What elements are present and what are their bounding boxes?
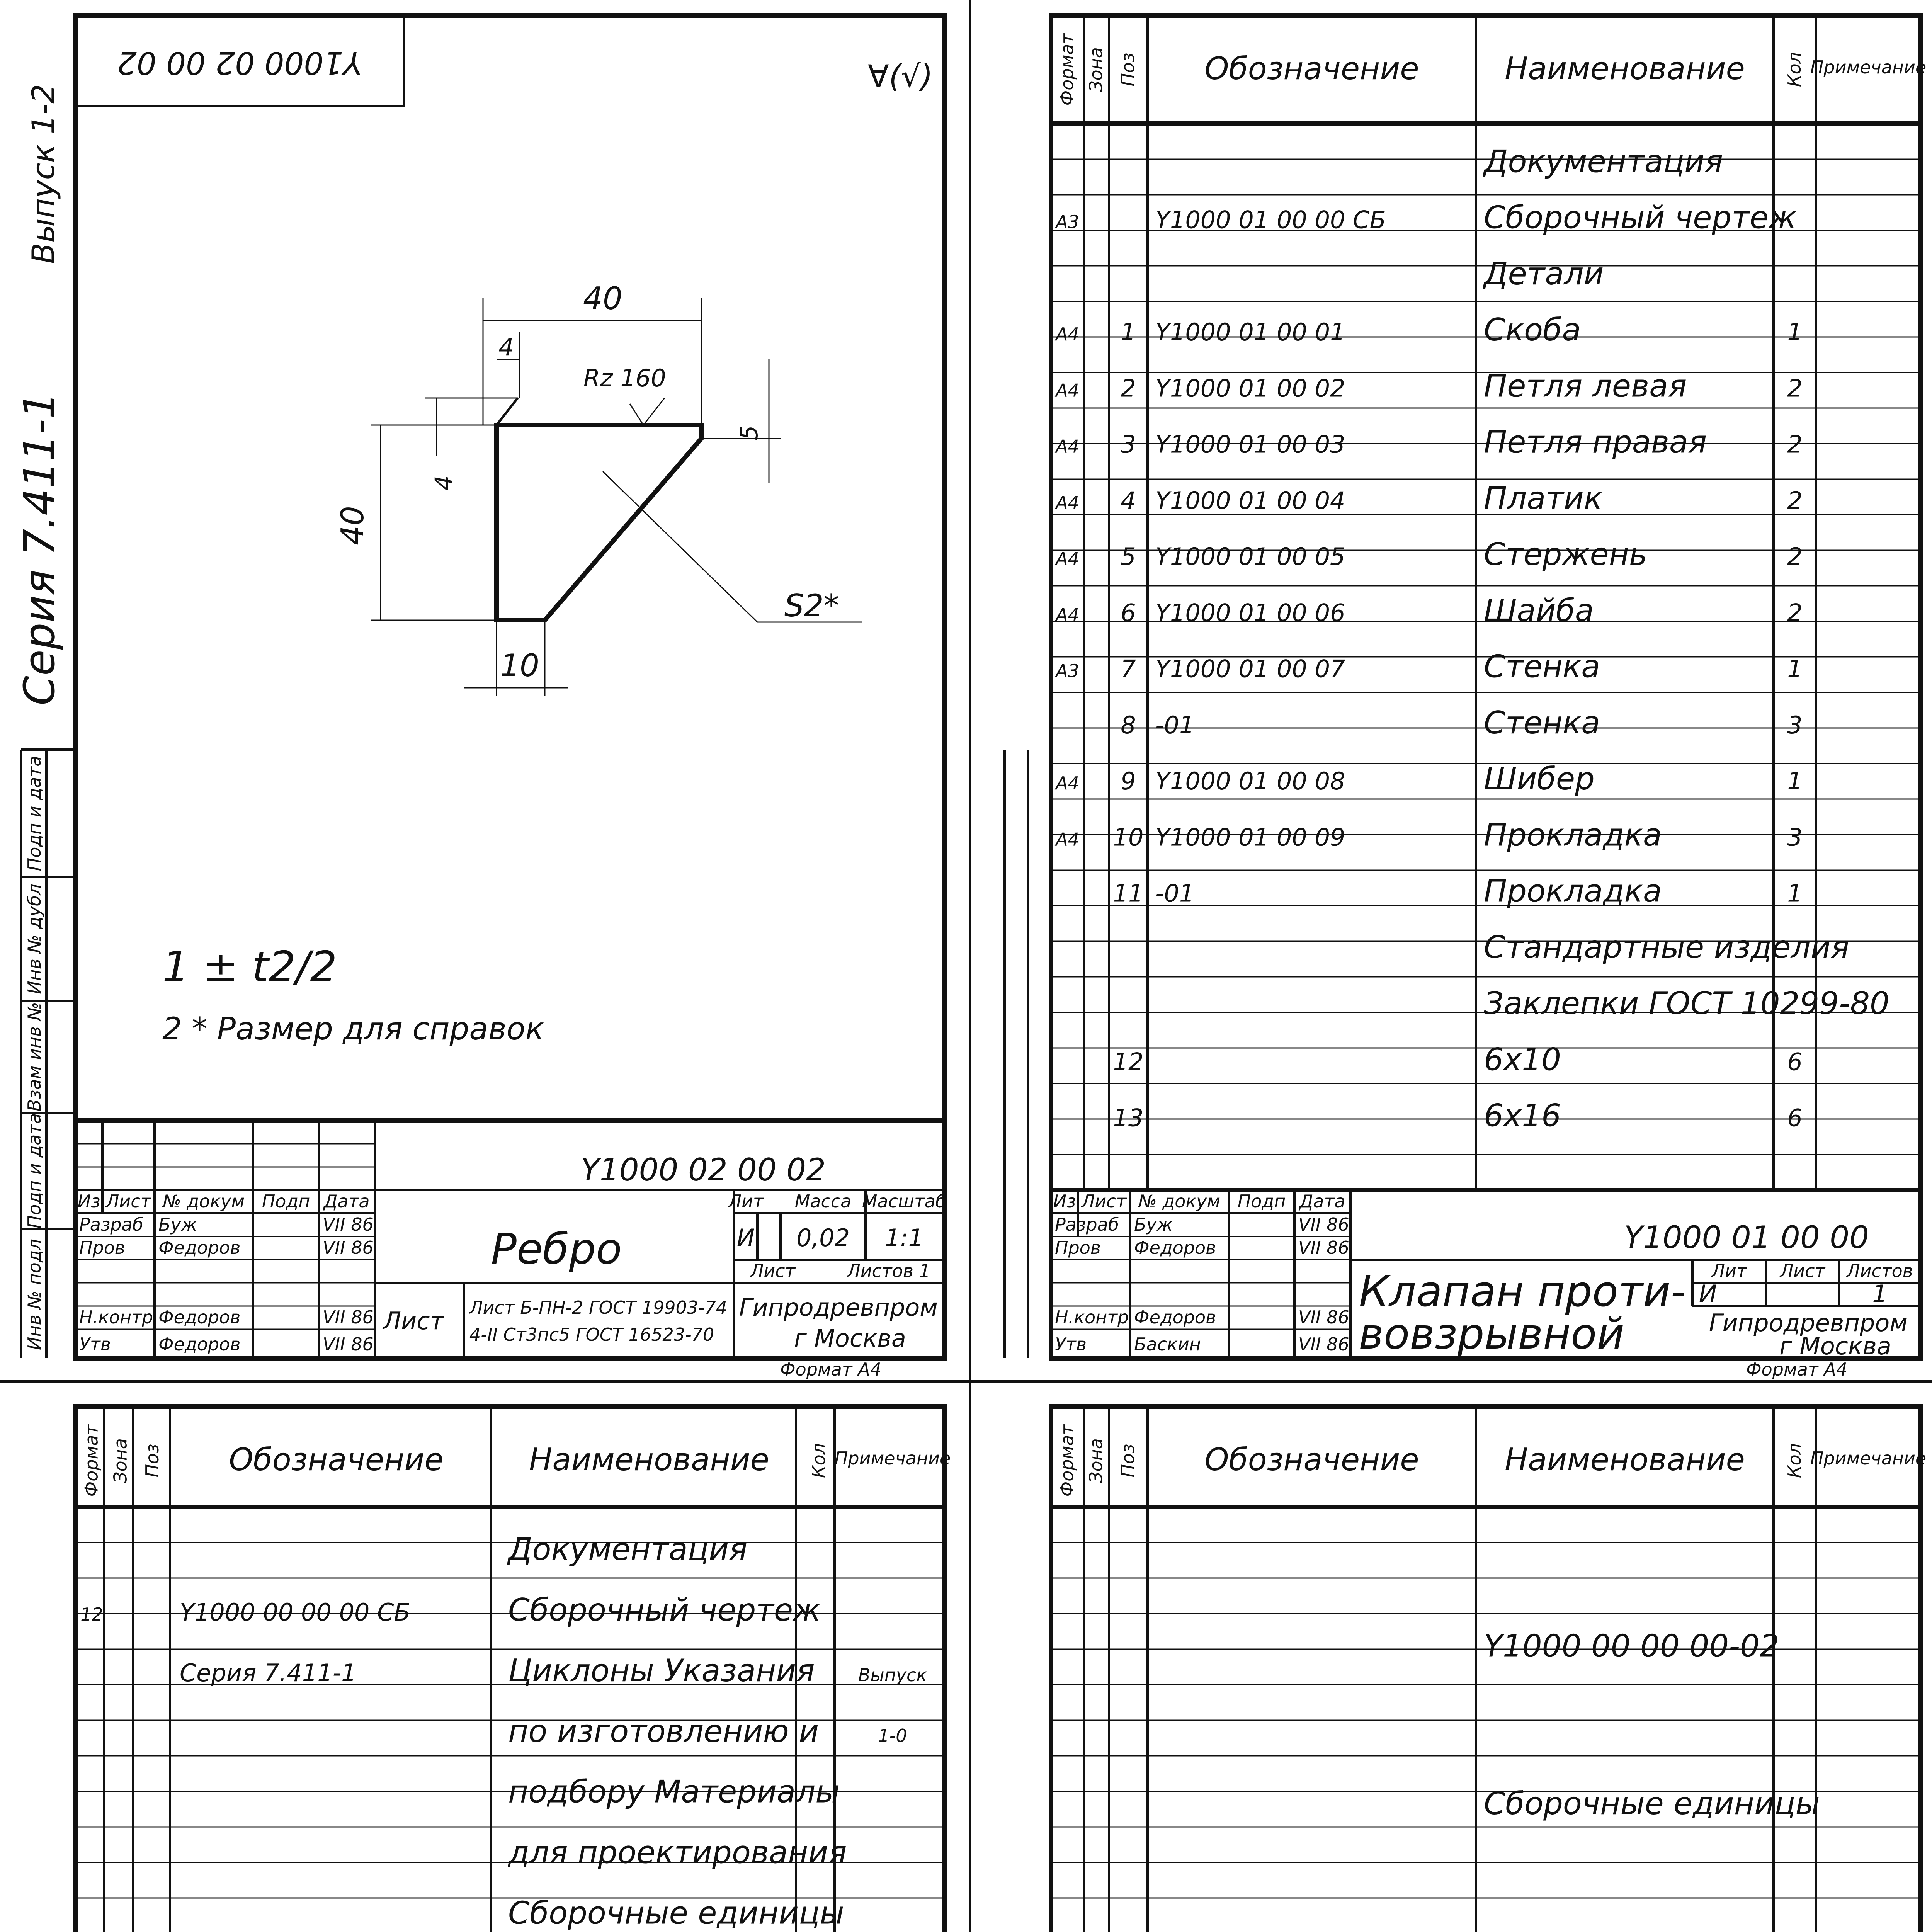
sheet1-lit: И — [736, 1224, 755, 1252]
margin-vzam-inv: Взам инв № — [24, 1002, 45, 1112]
sheet2-row-13-k: 1 — [1787, 879, 1803, 908]
sheet1-material-1: Лист Б-ПН-2 ГОСТ 19903-74 — [469, 1297, 728, 1318]
sheet2-row-9-o: Y1000 01 00 07 — [1155, 655, 1345, 683]
s1-r2-date: VII 86 — [323, 1237, 374, 1258]
margin-inv-dubl: Инв № дубл — [24, 884, 45, 994]
sheet4-header-2: Поз — [1117, 1444, 1138, 1478]
sheet2-row-9-f: А3 — [1056, 660, 1079, 682]
s2-r1-name: Буж — [1134, 1214, 1173, 1235]
sheet1-scale: 1:1 — [885, 1224, 923, 1252]
note-1: 1 ± t2/2 — [162, 942, 337, 992]
sheet3-spec-table — [75, 1424, 951, 1932]
dim-4-vert: 4 — [430, 475, 458, 491]
sheet2-stamp-title-1: Клапан проти- — [1359, 1267, 1686, 1316]
sheet2-row-13-p: 11 — [1113, 879, 1144, 908]
sheet4-header-3: Обозначение — [1204, 1442, 1419, 1478]
sheet2-spec-table — [1051, 33, 1926, 1155]
sheet1-material-list: Лист — [383, 1307, 444, 1335]
s1-r1-name: Буж — [158, 1214, 197, 1235]
sheet3-header-5: Кол — [808, 1443, 829, 1478]
sheet3-row-2-n: Циклоны Указания — [508, 1652, 815, 1689]
s1-r2-role: Пров — [79, 1237, 126, 1258]
sheet2-row-11-p: 9 — [1121, 767, 1136, 796]
sheet2-row-16-n: 6x10 — [1484, 1041, 1561, 1078]
sheet2-format: Формат А4 — [1746, 1359, 1847, 1380]
sheet1-sheet-header: Лист — [750, 1260, 796, 1281]
sheet2-row-5-p: 3 — [1121, 430, 1136, 459]
s2-r2-name: Федоров — [1134, 1237, 1216, 1258]
dim-10: 10 — [500, 648, 539, 684]
s2-r1-date: VII 86 — [1298, 1214, 1349, 1235]
sheet2-row-10-o: -01 — [1155, 711, 1195, 739]
sheet3-row-0-n: Документация — [508, 1531, 748, 1567]
sheet2-row-6-o: Y1000 01 00 04 — [1155, 486, 1345, 515]
sheet2-row-6-p: 4 — [1121, 486, 1136, 515]
s1-h-podp: Подп — [262, 1191, 310, 1212]
s2-r3-date: VII 86 — [1298, 1307, 1349, 1328]
sheet2-row-8-p: 6 — [1121, 599, 1136, 627]
sheet2-row-5-o: Y1000 01 00 03 — [1155, 430, 1345, 459]
dim-40-left: 40 — [335, 506, 371, 545]
sheet2-row-5-n: Петля правая — [1484, 424, 1707, 460]
sheet2-row-11-k: 1 — [1787, 767, 1803, 796]
sheet2-org: Гипродревпром — [1709, 1309, 1908, 1337]
sheet2-row-9-p: 7 — [1121, 655, 1136, 683]
margin-podp-data-2: Подп и дата — [24, 755, 45, 871]
sheet2-row-1-f: А3 — [1056, 211, 1079, 233]
sheet3-row-1-f: 12 — [80, 1604, 103, 1625]
sheet2-row-11-f: А4 — [1056, 773, 1079, 794]
sheet2-row-15-n: Заклепки ГОСТ 10299-80 — [1484, 985, 1889, 1022]
dim-40-top: 40 — [583, 281, 622, 316]
sheet2-lit: И — [1699, 1280, 1717, 1308]
sheet2-row-8-o: Y1000 01 00 06 — [1155, 599, 1345, 627]
sheet2-row-4-o: Y1000 01 00 02 — [1155, 374, 1345, 403]
sheet4-header-5: Кол — [1784, 1443, 1805, 1478]
sheet3-row-1-n: Сборочный чертеж — [508, 1592, 821, 1628]
sheet2-header-1: Зона — [1085, 47, 1107, 92]
s1-r4-date: VII 86 — [323, 1334, 374, 1355]
s1-r3-role: Н.контр — [79, 1307, 153, 1328]
s1-r4-name: Федоров — [158, 1334, 241, 1355]
sheet1-mass-header: Масса — [794, 1191, 852, 1212]
sheet3-row-6-n: Сборочные единицы — [508, 1895, 844, 1931]
sheet2-row-7-o: Y1000 01 00 05 — [1155, 543, 1345, 571]
sheet2-row-3-f: А4 — [1056, 324, 1079, 345]
s1-r2-name: Федоров — [158, 1237, 241, 1258]
s2-r1-role: Разраб — [1055, 1214, 1119, 1235]
sheet2-row-12-n: Прокладка — [1484, 817, 1662, 853]
s2-r4-date: VII 86 — [1298, 1334, 1349, 1355]
s2-r2-date: VII 86 — [1298, 1237, 1349, 1258]
sheet2-row-16-k: 6 — [1787, 1048, 1803, 1076]
sheet3-header-0: Формат — [81, 1424, 102, 1497]
s2-r2-role: Пров — [1055, 1237, 1101, 1258]
sheet4-header-6: Примечание — [1810, 1448, 1927, 1469]
sheet2-row-12-k: 3 — [1787, 823, 1803, 852]
sheet2-row-4-p: 2 — [1121, 374, 1136, 403]
sheet2-row-10-k: 3 — [1787, 711, 1803, 739]
sheet2-row-12-p: 10 — [1113, 823, 1144, 852]
sheet2-header-6: Примечание — [1810, 57, 1927, 78]
sheet1-stamp-code: Y1000 02 00 02 — [580, 1152, 826, 1188]
sheet2-header-4: Наименование — [1505, 51, 1745, 87]
series-label: Серия 7.411-1 — [15, 392, 64, 706]
issue-label: Выпуск 1-2 — [26, 83, 61, 264]
sheet3-row-2-pr: Выпуск — [858, 1664, 927, 1685]
sheet2-row-11-o: Y1000 01 00 08 — [1155, 767, 1345, 796]
sheet2-row-5-f: А4 — [1056, 436, 1079, 457]
sheet3-row-3-pr: 1-0 — [878, 1725, 907, 1746]
sheet2-row-1-n: Сборочный чертеж — [1484, 199, 1797, 236]
sheet2-row-12-o: Y1000 01 00 09 — [1155, 823, 1345, 852]
sheet2-row-8-f: А4 — [1056, 604, 1079, 626]
dim-rz: Rz 160 — [583, 364, 666, 392]
s2-r3-role: Н.контр — [1055, 1307, 1129, 1328]
sheet3-row-5-n: для проектирования — [508, 1834, 847, 1871]
sheet2-lit-header: Лит — [1711, 1260, 1747, 1281]
sheet4-frame — [1005, 1406, 1920, 1932]
sheet2-row-7-f: А4 — [1056, 548, 1079, 570]
sheet1-mass: 0,02 — [796, 1224, 850, 1252]
s1-h-doc: № докум — [162, 1191, 245, 1212]
sheet3-header-2: Поз — [142, 1444, 163, 1478]
sheet2-row-16-p: 12 — [1113, 1048, 1144, 1076]
sheet2-row-7-n: Стержень — [1484, 536, 1648, 573]
s2-h-date: Дата — [1299, 1191, 1345, 1212]
s1-h-date: Дата — [323, 1191, 370, 1212]
sheet1-city: г Москва — [794, 1324, 906, 1352]
s2-h-doc: № докум — [1138, 1191, 1221, 1212]
sheet2-sheet-header: Лист — [1780, 1260, 1825, 1281]
sheet2-row-17-k: 6 — [1787, 1104, 1803, 1132]
s1-r3-name: Федоров — [158, 1307, 241, 1328]
sheet2-row-4-f: А4 — [1056, 380, 1079, 401]
sheet2-row-8-n: Шайба — [1484, 592, 1594, 629]
part-chamfer — [497, 398, 518, 425]
sheet2-row-17-p: 13 — [1113, 1104, 1144, 1132]
sheet2-row-11-n: Шибер — [1484, 761, 1595, 797]
s2-h-iz: Из — [1053, 1191, 1076, 1212]
sheet2-row-3-n: Скоба — [1484, 312, 1581, 348]
sheet2-row-0-n: Документация — [1484, 143, 1723, 180]
sheet2-row-14-n: Стандартные изделия — [1484, 929, 1849, 965]
s2-r4-role: Утв — [1055, 1334, 1087, 1355]
sheet2-row-9-k: 1 — [1787, 655, 1803, 683]
sheet3-row-3-n: по изготовлению и — [508, 1713, 819, 1749]
sheet1-scale-header: Масштаб — [862, 1191, 947, 1212]
sheet3-header-4: Наименование — [529, 1442, 769, 1478]
sheet4-header-1: Зона — [1085, 1438, 1107, 1483]
sheet1-stamp-title: Ребро — [491, 1224, 622, 1274]
sheet4-header-4: Наименование — [1505, 1442, 1745, 1478]
sheet1-lit-header: Лит — [728, 1191, 764, 1212]
sheet2-row-7-k: 2 — [1787, 543, 1803, 571]
s1-r4-role: Утв — [79, 1334, 111, 1355]
sheet2-row-12-f: А4 — [1056, 829, 1079, 850]
sheet2-header-2: Поз — [1117, 53, 1138, 87]
s2-r3-name: Федоров — [1134, 1307, 1216, 1328]
sheet2-row-5-k: 2 — [1787, 430, 1803, 459]
sheet2-stamp-code: Y1000 01 00 00 — [1624, 1219, 1869, 1255]
s2-r4-name: Баскин — [1134, 1334, 1201, 1355]
sheet3-row-2-o: Серия 7.411-1 — [180, 1658, 357, 1687]
sheet1-format: Формат А4 — [780, 1359, 881, 1380]
sheet2-header-0: Формат — [1056, 33, 1078, 106]
sheet1-org: Гипродревпром — [739, 1293, 938, 1321]
part-outline — [497, 425, 701, 620]
margin-inv-podl: Инв № подл — [24, 1238, 45, 1350]
sheet2-row-10-p: 8 — [1121, 711, 1136, 739]
sheet2-sheets-header: Листов — [1847, 1260, 1913, 1281]
sheet2-row-6-f: А4 — [1056, 492, 1079, 513]
sheet2-row-1-o: Y1000 01 00 00 СБ — [1155, 206, 1386, 234]
sheet2-row-7-p: 5 — [1121, 543, 1136, 571]
sheet2-row-2-n: Детали — [1484, 255, 1604, 292]
sheet3-row-4-n: подбору Материалы — [508, 1774, 840, 1810]
sheet2-row-3-k: 1 — [1787, 318, 1803, 347]
sheet2-row-3-p: 1 — [1121, 318, 1136, 347]
margin-podp-data: Подп и дата — [24, 1113, 45, 1229]
sheet1-material-2: 4-II Ст3пс5 ГОСТ 16523-70 — [469, 1324, 714, 1345]
s1-r1-date: VII 86 — [323, 1214, 374, 1235]
sheet2-row-6-n: Платик — [1484, 480, 1603, 516]
sheet1-top-code: Y1000 02 00 02 — [117, 45, 362, 81]
sheet2-header-5: Кол — [1784, 52, 1805, 87]
sheet2-row-13-n: Прокладка — [1484, 873, 1662, 909]
s1-h-iz: Из — [77, 1191, 100, 1212]
note-2: 2 * Размер для справок — [162, 1011, 544, 1047]
sheet4-row-1-n: Сборочные единицы — [1484, 1785, 1820, 1821]
sheet3-header-3: Обозначение — [229, 1442, 444, 1478]
sheet3-header-6: Примечание — [834, 1448, 951, 1469]
sheet1-sheets-header: Листов 1 — [847, 1260, 930, 1281]
sheet2-row-17-n: 6x16 — [1484, 1097, 1561, 1134]
sheet2-city: г Москва — [1779, 1332, 1891, 1360]
sheet2-sheets: 1 — [1872, 1280, 1888, 1308]
sheet2-row-3-o: Y1000 01 00 01 — [1155, 318, 1345, 347]
sheet2-header-3: Обозначение — [1204, 51, 1419, 87]
sheet2-row-8-k: 2 — [1787, 599, 1803, 627]
sheet4-header-0: Формат — [1056, 1424, 1078, 1497]
sheet2-row-6-k: 2 — [1787, 486, 1803, 515]
roughness-mark — [630, 398, 665, 425]
s1-h-list: Лист — [105, 1191, 151, 1212]
s1-r1-role: Разраб — [79, 1214, 144, 1235]
leader-line — [603, 471, 757, 622]
sheet2-row-10-n: Стенка — [1484, 704, 1600, 741]
sheet3-row-1-o: Y1000 00 00 00 СБ — [180, 1598, 410, 1626]
sheet2-stamp-title-2: вовзрывной — [1359, 1309, 1624, 1359]
sheet2-row-4-n: Петля левая — [1484, 368, 1687, 404]
sheet1 — [15, 15, 946, 1380]
dim-4-top: 4 — [498, 333, 514, 361]
dim-s2: S2* — [784, 588, 839, 624]
sheet2-row-4-k: 2 — [1787, 374, 1803, 403]
s2-h-podp: Подп — [1237, 1191, 1286, 1212]
sheet3-header-1: Зона — [110, 1438, 131, 1483]
s2-h-list: Лист — [1081, 1191, 1127, 1212]
sheet2-row-9-n: Стенка — [1484, 648, 1600, 685]
roughness-symbol: ∀(√) — [867, 58, 933, 94]
s1-r3-date: VII 86 — [323, 1307, 374, 1328]
sheet4-row-0-n: Y1000 00 00 00-02 — [1484, 1628, 1779, 1664]
sheet4-spec-table — [1051, 1424, 1926, 1932]
dim-5: 5 — [735, 425, 763, 440]
sheet2-row-13-o: -01 — [1155, 879, 1195, 908]
